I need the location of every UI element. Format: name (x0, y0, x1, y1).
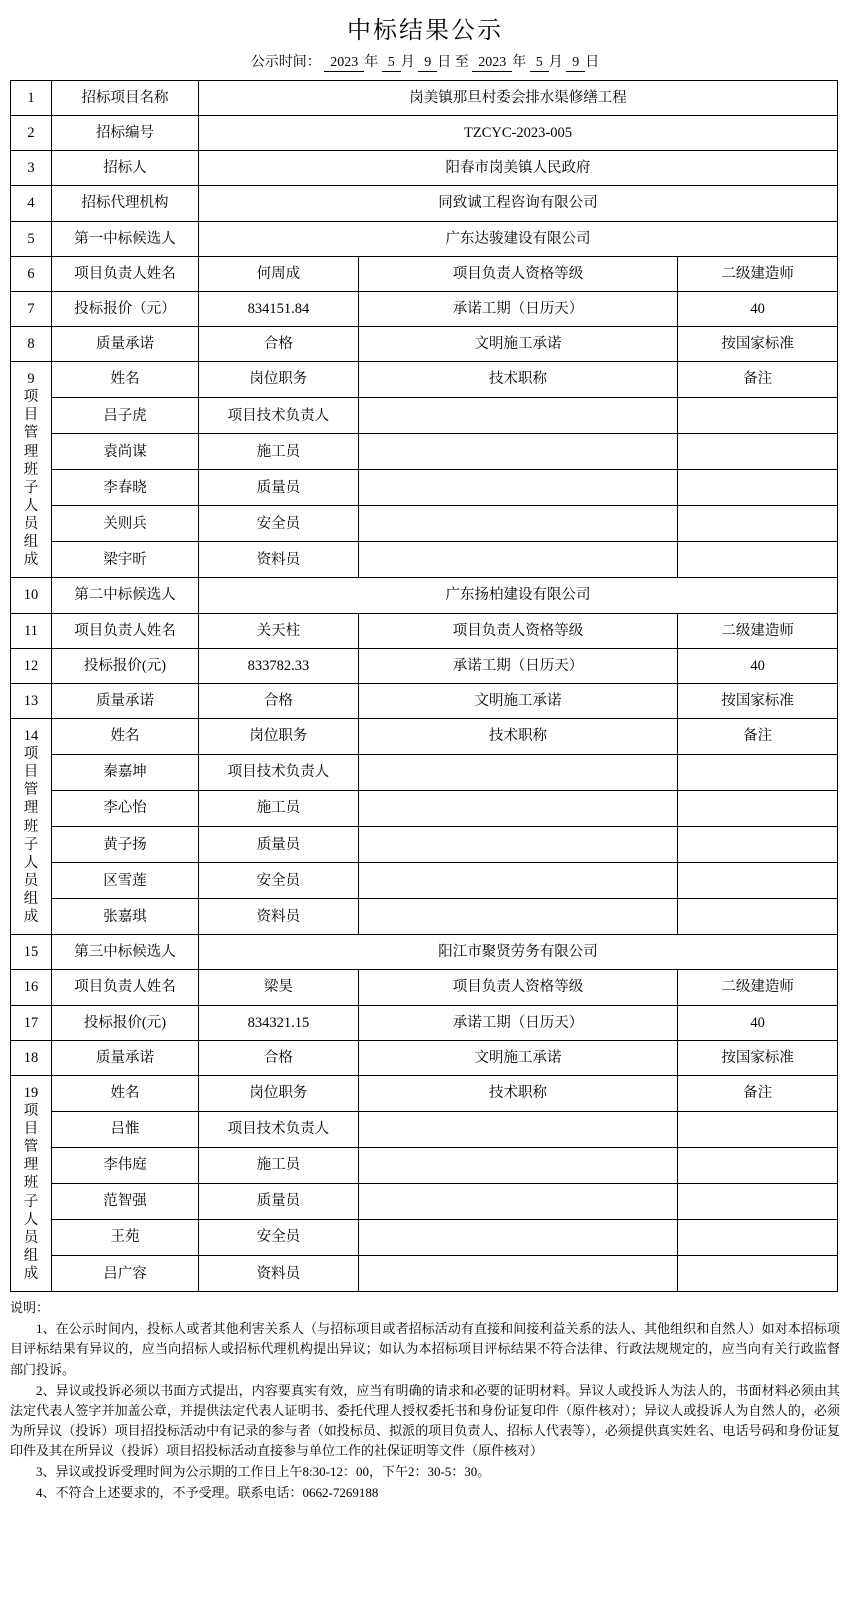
member-name: 袁尚谋 (52, 434, 199, 470)
row-vertical-label: 项目管理班子人员组成 (23, 1102, 39, 1282)
member-name: 李心怡 (52, 791, 199, 827)
table-row (11, 683, 838, 718)
member-post: 项目技术负责人 (199, 754, 359, 790)
row-number: 14 (23, 727, 39, 744)
member-head-remark: 备注 (678, 1075, 838, 1111)
row-value: 广东扬柏建设有限公司 (199, 578, 838, 613)
table-row (11, 935, 838, 970)
end-day-unit: 日 (585, 55, 600, 70)
member-name: 李春晓 (52, 470, 199, 506)
row-label-2: 项目负责人资格等级 (358, 613, 678, 648)
member-post: 质量员 (199, 1183, 359, 1219)
member-remark (678, 1256, 838, 1292)
row-number: 8 (11, 326, 52, 361)
member-remark (678, 791, 838, 827)
table-row (11, 1183, 838, 1219)
member-post: 项目技术负责人 (199, 398, 359, 434)
row-number: 17 (11, 1005, 52, 1040)
table-row (11, 718, 838, 754)
end-year-unit: 年 (512, 55, 527, 70)
table-row (11, 648, 838, 683)
member-remark (678, 542, 838, 578)
row-value: 何周成 (199, 256, 359, 291)
row-label: 第三中标候选人 (52, 935, 199, 970)
row-value-2: 40 (678, 648, 838, 683)
member-remark (678, 398, 838, 434)
row-number: 19 (23, 1084, 39, 1101)
row-value: 833782.33 (199, 648, 359, 683)
end-month: 5 (530, 55, 549, 72)
member-name: 梁宇昕 (52, 542, 199, 578)
row-number-vertical (11, 718, 52, 934)
member-head-name: 姓名 (52, 1075, 199, 1111)
row-vertical-label: 项目管理班子人员组成 (23, 389, 39, 569)
start-month: 5 (382, 55, 401, 72)
note-item: 1、在公示时间内，投标人或者其他利害关系人（与招标项目或者招标活动有直接和间接利益关系的法人、其他组织和自然人）如对本招标项目评标结果有异议的，应当向招标人或招标代理机构提出异议；如认为本招标项目评标结果不符合法律、行政法规规定的，应当向有关行政监督部门投诉。 (10, 1321, 840, 1377)
row-value-2: 按国家标准 (678, 1040, 838, 1075)
row-label: 招标编号 (52, 116, 199, 151)
table-row (11, 863, 838, 899)
row-number-vertical (11, 1075, 52, 1291)
row-label: 项目负责人姓名 (52, 256, 199, 291)
notice-time-label: 公示时间： (250, 55, 321, 70)
member-post: 施工员 (199, 434, 359, 470)
table-row (11, 291, 838, 326)
row-value-2: 40 (678, 291, 838, 326)
table-row (11, 1075, 838, 1111)
member-title (358, 506, 678, 542)
member-remark (678, 434, 838, 470)
table-row (11, 542, 838, 578)
end-day: 9 (566, 55, 585, 72)
row-number: 10 (11, 578, 52, 613)
row-value: 合格 (199, 683, 359, 718)
member-title (358, 1147, 678, 1183)
row-number: 15 (11, 935, 52, 970)
member-name: 吕广容 (52, 1256, 199, 1292)
table-row (11, 899, 838, 935)
member-name: 王苑 (52, 1220, 199, 1256)
row-value-2: 按国家标准 (678, 683, 838, 718)
table-row (11, 506, 838, 542)
member-title (358, 1256, 678, 1292)
member-remark (678, 1183, 838, 1219)
row-number: 11 (11, 613, 52, 648)
row-number-vertical (11, 362, 52, 578)
notes-title: 说明： (10, 1300, 50, 1316)
row-value: 合格 (199, 1040, 359, 1075)
row-label: 第一中标候选人 (52, 221, 199, 256)
table-row (11, 1147, 838, 1183)
row-number: 2 (11, 116, 52, 151)
member-post: 施工员 (199, 791, 359, 827)
member-post: 质量员 (199, 470, 359, 506)
member-head-title: 技术职称 (358, 362, 678, 398)
note-item: 4、不符合上述要求的，不予受理。联系电话：0662-7269188 (36, 1485, 379, 1501)
row-label-2: 项目负责人资格等级 (358, 970, 678, 1005)
member-remark (678, 470, 838, 506)
row-value-2: 二级建造师 (678, 970, 838, 1005)
table-row (11, 362, 838, 398)
table-row (11, 754, 838, 790)
row-vertical-label: 项目管理班子人员组成 (23, 746, 39, 926)
range-separator: 至 (454, 55, 469, 70)
member-title (358, 542, 678, 578)
table-row (11, 256, 838, 291)
table-row (11, 81, 838, 116)
row-label: 招标代理机构 (52, 186, 199, 221)
table-row (11, 970, 838, 1005)
member-head-post: 岗位职务 (199, 362, 359, 398)
row-number: 5 (11, 221, 52, 256)
start-day-unit: 日 (437, 55, 452, 70)
member-title (358, 434, 678, 470)
table-row (11, 791, 838, 827)
table-row (11, 434, 838, 470)
member-post: 安全员 (199, 1220, 359, 1256)
row-label-2: 承诺工期（日历天） (358, 648, 678, 683)
member-head-title: 技术职称 (358, 1075, 678, 1111)
table-row (11, 326, 838, 361)
row-label: 招标项目名称 (52, 81, 199, 116)
member-title (358, 827, 678, 863)
table-row (11, 116, 838, 151)
row-label: 项目负责人姓名 (52, 970, 199, 1005)
row-label: 招标人 (52, 151, 199, 186)
row-label-2: 文明施工承诺 (358, 326, 678, 361)
table-row (11, 470, 838, 506)
row-label: 质量承诺 (52, 326, 199, 361)
member-name: 区雪莲 (52, 863, 199, 899)
row-number: 16 (11, 970, 52, 1005)
member-title (358, 1111, 678, 1147)
member-name: 吕惟 (52, 1111, 199, 1147)
member-head-remark: 备注 (678, 362, 838, 398)
member-post: 安全员 (199, 863, 359, 899)
start-month-unit: 月 (400, 55, 415, 70)
member-post: 资料员 (199, 899, 359, 935)
row-number: 3 (11, 151, 52, 186)
row-value: 岗美镇那旦村委会排水渠修缮工程 (199, 81, 838, 116)
table-row (11, 1111, 838, 1147)
row-value: 广东达骏建设有限公司 (199, 221, 838, 256)
row-label: 质量承诺 (52, 683, 199, 718)
row-value: TZCYC-2023-005 (199, 116, 838, 151)
row-number: 1 (11, 81, 52, 116)
member-title (358, 899, 678, 935)
row-number: 13 (11, 683, 52, 718)
member-remark (678, 1111, 838, 1147)
row-label: 项目负责人姓名 (52, 613, 199, 648)
member-remark (678, 754, 838, 790)
member-head-name: 姓名 (52, 718, 199, 754)
row-label: 投标报价（元） (52, 291, 199, 326)
table-row (11, 1220, 838, 1256)
member-name: 黄子扬 (52, 827, 199, 863)
bid-result-table (10, 80, 838, 1292)
table-row (11, 1256, 838, 1292)
row-label: 第二中标候选人 (52, 578, 199, 613)
member-post: 资料员 (199, 1256, 359, 1292)
row-label-2: 文明施工承诺 (358, 1040, 678, 1075)
note-item: 2、异议或投诉必须以书面方式提出，内容要真实有效，应当有明确的请求和必要的证明材料。异议人或投诉人为法人的，书面材料必须由其法定代表人签字并加盖公章，并提供法定代表人证明书、委托代理人授权委托书和身份证复印件（原件核对）；异议人或投诉人为自然人的，必须为所异议（投诉）项目招投标活动中有记录的参与者（如投标员、拟派的项目负责人、招标人代表等），必须提供真实姓名、电话号码和身份证复印件及其在所异议（投诉）项目招投标活动直接参与单位工作的社保证明等文件（原件核对） (10, 1382, 840, 1459)
row-value: 梁昊 (199, 970, 359, 1005)
note-item: 3、异议或投诉受理时间为公示期的工作日上午8:30-12：00，下午2：30-5：30。 (36, 1464, 491, 1480)
member-title (358, 1220, 678, 1256)
row-label: 投标报价(元) (52, 648, 199, 683)
row-number: 18 (11, 1040, 52, 1075)
row-label-2: 文明施工承诺 (358, 683, 678, 718)
start-year: 2023 (324, 55, 364, 72)
row-value: 同致诚工程咨询有限公司 (199, 186, 838, 221)
member-title (358, 398, 678, 434)
member-head-post: 岗位职务 (199, 1075, 359, 1111)
row-value: 834151.84 (199, 291, 359, 326)
member-head-post: 岗位职务 (199, 718, 359, 754)
row-value: 合格 (199, 326, 359, 361)
member-title (358, 470, 678, 506)
member-title (358, 754, 678, 790)
row-label-2: 承诺工期（日历天） (358, 291, 678, 326)
member-name: 李伟庭 (52, 1147, 199, 1183)
row-value: 834321.15 (199, 1005, 359, 1040)
member-remark (678, 1147, 838, 1183)
member-remark (678, 863, 838, 899)
table-row (11, 398, 838, 434)
table-row (11, 613, 838, 648)
row-label: 投标报价(元) (52, 1005, 199, 1040)
end-year: 2023 (472, 55, 512, 72)
notes-section (10, 1298, 840, 1503)
page-title: 中标结果公示 (347, 18, 503, 44)
member-remark (678, 1220, 838, 1256)
member-title (358, 1183, 678, 1219)
member-head-title: 技术职称 (358, 718, 678, 754)
table-row (11, 1005, 838, 1040)
row-value-2: 按国家标准 (678, 326, 838, 361)
member-post: 施工员 (199, 1147, 359, 1183)
row-number: 4 (11, 186, 52, 221)
member-name: 张嘉琪 (52, 899, 199, 935)
member-post: 质量员 (199, 827, 359, 863)
table-row (11, 186, 838, 221)
member-remark (678, 827, 838, 863)
table-row (11, 578, 838, 613)
member-head-name: 姓名 (52, 362, 199, 398)
table-row (11, 827, 838, 863)
member-post: 资料员 (199, 542, 359, 578)
member-title (358, 791, 678, 827)
row-number: 9 (27, 371, 35, 387)
start-year-unit: 年 (364, 55, 379, 70)
row-number: 12 (11, 648, 52, 683)
table-row (11, 1040, 838, 1075)
member-name: 关则兵 (52, 506, 199, 542)
row-value: 阳江市聚贤劳务有限公司 (199, 935, 838, 970)
row-number: 6 (11, 256, 52, 291)
row-label-2: 项目负责人资格等级 (358, 256, 678, 291)
member-name: 秦嘉坤 (52, 754, 199, 790)
table-row (11, 221, 838, 256)
end-month-unit: 月 (548, 55, 563, 70)
row-value-2: 二级建造师 (678, 613, 838, 648)
row-label: 质量承诺 (52, 1040, 199, 1075)
row-value: 关天柱 (199, 613, 359, 648)
member-name: 吕子虎 (52, 398, 199, 434)
row-number: 7 (11, 291, 52, 326)
member-remark (678, 506, 838, 542)
member-remark (678, 899, 838, 935)
member-post: 项目技术负责人 (199, 1111, 359, 1147)
row-value-2: 40 (678, 1005, 838, 1040)
start-day: 9 (418, 55, 437, 72)
notice-period (10, 51, 840, 72)
row-label-2: 承诺工期（日历天） (358, 1005, 678, 1040)
row-value-2: 二级建造师 (678, 256, 838, 291)
member-name: 范智强 (52, 1183, 199, 1219)
member-head-remark: 备注 (678, 718, 838, 754)
row-value: 阳春市岗美镇人民政府 (199, 151, 838, 186)
member-post: 安全员 (199, 506, 359, 542)
member-title (358, 863, 678, 899)
table-row (11, 151, 838, 186)
